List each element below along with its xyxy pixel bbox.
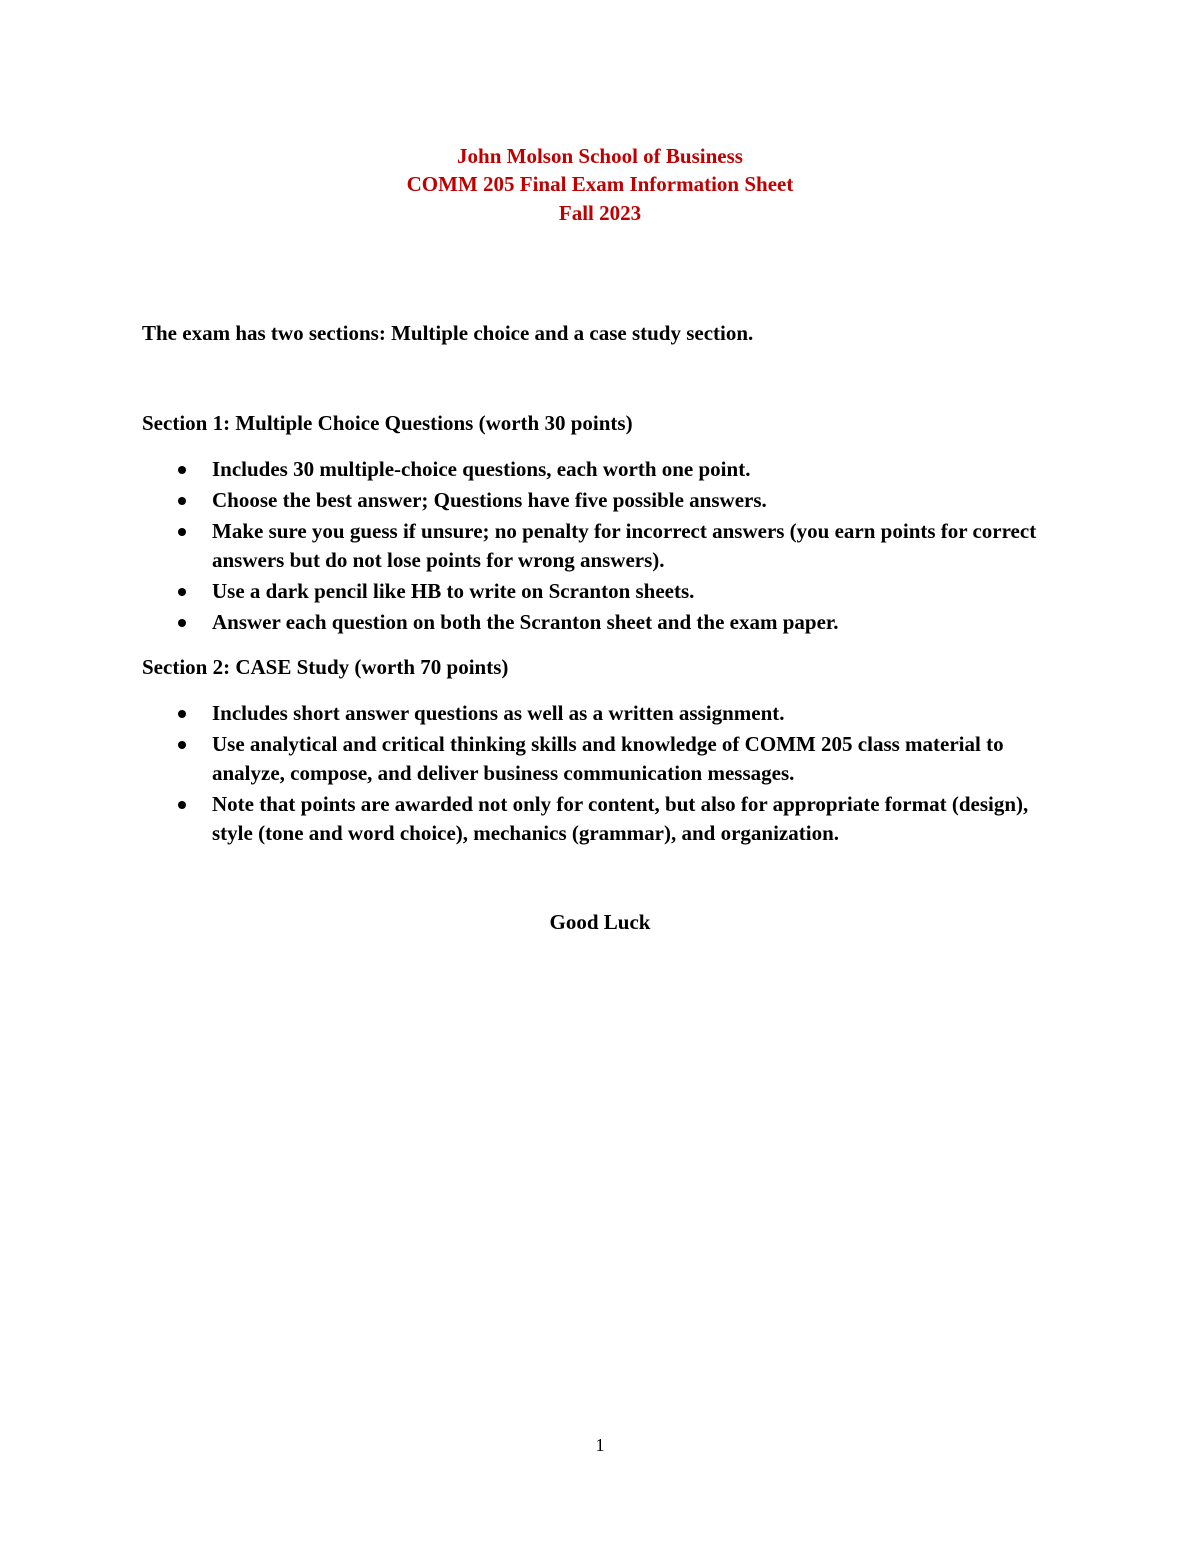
bullet-icon — [178, 466, 186, 474]
term: Fall 2023 — [558, 201, 642, 225]
bullet-icon — [178, 588, 186, 596]
bullet-icon — [178, 801, 186, 809]
bullet-icon — [178, 497, 186, 505]
list-item: Use analytical and critical thinking skills and knowledge of COMM 205 class material to analyze, compose, and deliver business communication messages. — [142, 730, 1042, 788]
section1-list — [142, 455, 1042, 639]
document-title: COMM 205 Final Exam Information Sheet — [406, 172, 794, 196]
list-item: Includes short answer questions as well as a written assignment. — [142, 699, 1042, 728]
page-number: 1 — [595, 1435, 605, 1455]
intro-text: The exam has two sections: Multiple choice and a case study section. — [142, 321, 754, 345]
closing-text: Good Luck — [549, 910, 651, 934]
list-item: Note that points are awarded not only for content, but also for appropriate format (design), style (tone and word choice), mechanics (grammar), and organization. — [142, 790, 1042, 848]
bullet-icon — [178, 528, 186, 536]
list-item: Answer each question on both the Scranton sheet and the exam paper. — [142, 608, 1042, 637]
bullet-icon — [178, 710, 186, 718]
bullet-icon — [178, 741, 186, 749]
list-item: Use a dark pencil like HB to write on Scranton sheets. — [142, 577, 1042, 606]
section1-heading: Section 1: Multiple Choice Questions (worth 30 points) — [142, 411, 633, 435]
bullet-icon — [178, 619, 186, 627]
list-item: Includes 30 multiple-choice questions, each worth one point. — [142, 455, 1042, 484]
section2-heading: Section 2: CASE Study (worth 70 points) — [142, 655, 509, 679]
section2-list — [142, 699, 1042, 850]
list-item: Choose the best answer; Questions have five possible answers. — [142, 486, 1042, 515]
school-name: John Molson School of Business — [457, 144, 743, 168]
list-item: Make sure you guess if unsure; no penalty for incorrect answers (you earn points for correct answers but do not lose points for wrong answers). — [142, 517, 1042, 575]
